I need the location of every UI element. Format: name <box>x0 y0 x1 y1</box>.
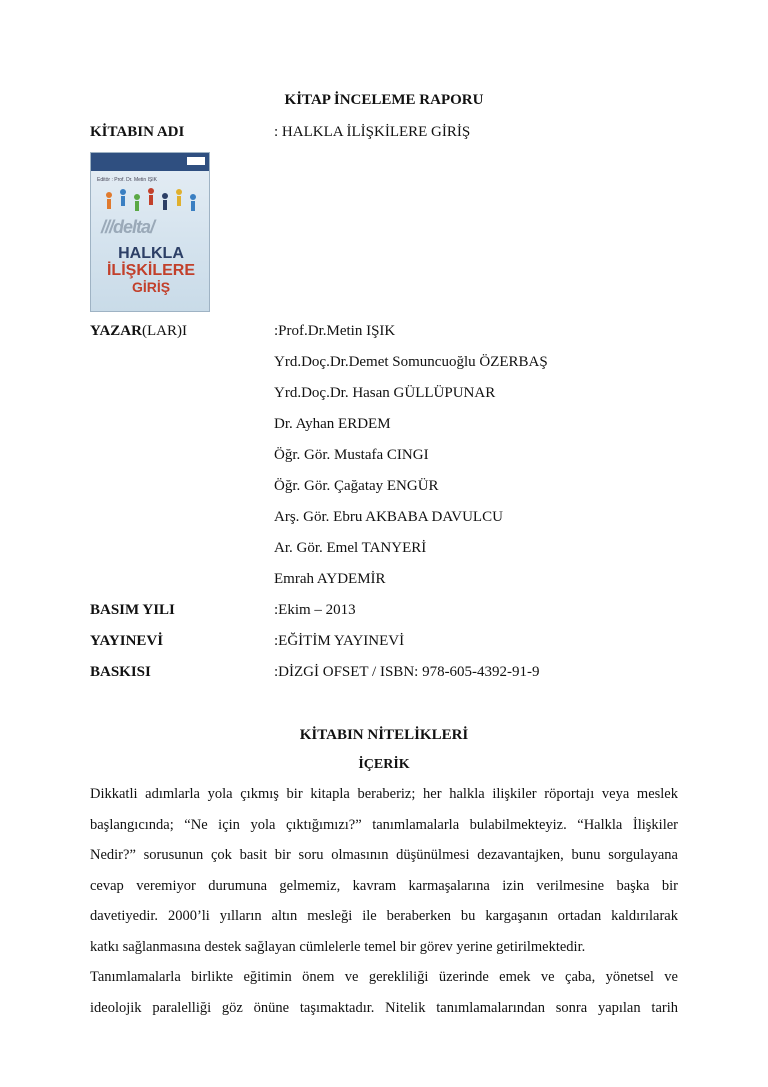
authors-label-rest: (LAR)I <box>141 323 187 339</box>
cover-publisher-tag <box>187 157 205 165</box>
people-icons <box>99 187 203 217</box>
author-line: Arş. Gör. Ebru AKBABA DAVULCU <box>274 509 503 525</box>
subsection-title: İÇERİK <box>358 757 410 772</box>
author-line: Yrd.Doç.Dr.Demet Somuncuoğlu ÖZERBAŞ <box>274 354 548 370</box>
paragraph-line: Tanımlamalarla birlikte eğitimin önem ve gerekliliği üzerinde emek ve çaba, yönetsel ve <box>90 969 678 985</box>
author-line: Yrd.Doç.Dr. Hasan GÜLLÜPUNAR <box>274 385 496 401</box>
cover-title-line-1: HALKLA <box>118 245 184 262</box>
book-cover-image <box>90 152 210 312</box>
year-value: :Ekim – 2013 <box>274 602 356 618</box>
paragraph-line: davetiyedir. 2000’li yılların altın mesleği ile beraberken bu kargaşanın ortadan kaldırılarak <box>90 908 678 924</box>
paragraph-2 <box>90 962 678 1023</box>
paragraph-line: Dikkatli adımlarla yola çıkmış bir kitapla beraberiz; her halkla ilişkiler röportajı veya meslek <box>90 786 678 802</box>
paragraph-1 <box>90 779 678 962</box>
author-line: :Prof.Dr.Metin IŞIK <box>274 323 396 339</box>
author-line: Dr. Ayhan ERDEM <box>274 416 391 432</box>
print-value: :DİZGİ OFSET / ISBN: 978-605-4392-91-9 <box>274 664 540 680</box>
cover-logo: ///delta/ <box>101 217 155 237</box>
paragraph-line: Nedir?” sorusunun çok basit bir soru olmasının düşünülmesi dezavantajken, bunu sorgulayana <box>90 847 678 863</box>
paragraph-line: ideolojik paralelliği göz önüne taşımaktadır. Nitelik tanımlamalarından sonra yapılan tarih <box>90 999 678 1016</box>
authors-label <box>90 323 187 340</box>
year-label: BASIM YILI <box>90 602 175 618</box>
book-name-value: : HALKLA İLİŞKİLERE GİRİŞ <box>274 124 471 140</box>
cover-title-line-2: İLİŞKİLERE <box>106 262 195 279</box>
authors-label-bold: YAZAR <box>90 323 142 339</box>
cover-title-line-3: GİRİŞ <box>131 279 171 295</box>
author-line: Emrah AYDEMİR <box>274 571 386 587</box>
author-line: Öğr. Gör. Mustafa CINGI <box>274 447 429 463</box>
cover-title <box>97 245 205 296</box>
paragraph-line: başlangıcında; “Ne için yola çıktığımızı?” tanımlamalarla bulabilmekteyiz. “Halkla İlişkiler <box>90 816 678 833</box>
section-title: KİTABIN NİTELİKLERİ <box>299 727 469 743</box>
author-line: Ar. Gör. Emel TANYERİ <box>274 540 427 556</box>
paragraph-line: katkı sağlanmasına destek sağlayan cümlelerle temel bir görev yerine getirilmektedir. <box>90 938 586 955</box>
report-title: KİTAP İNCELEME RAPORU <box>284 92 484 108</box>
cover-editor-line: Editör : Prof. Dr. Metin IŞIK <box>97 177 158 183</box>
author-line: Öğr. Gör. Çağatay ENGÜR <box>274 478 439 494</box>
publisher-label: YAYINEVİ <box>90 633 164 649</box>
paragraph-line: cevap veremiyor durumuna gelmemiz, kavram karmaşalarına izin verilmesine başka bir <box>90 877 678 894</box>
publisher-value: :EĞİTİM YAYINEVİ <box>274 633 405 649</box>
book-name-label: KİTABIN ADI <box>90 124 185 140</box>
print-label: BASKISI <box>90 664 151 680</box>
